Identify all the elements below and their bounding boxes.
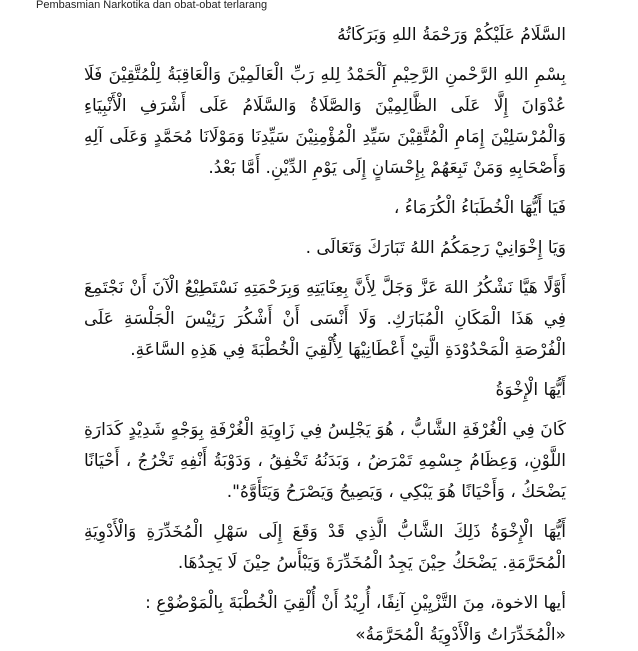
document-header: Pembasmian Narkotika dan obat-obat terlarang xyxy=(36,0,268,11)
opening-paragraph: بِسْمِ اللهِ الرَّحْمنِ الرَّحِيْمِ اَلْحَمْدُ لِلهِ رَبِّ الْعَالَمِيْنَ وَالْعَاقِبَةُ لِلْمُتَّقِيْنَ فَلَا عُدْوَانَ إِلَّا عَلَى الظَّالِمِيْنَ وَالصَّلَاةُ وَالسَّلَامُ عَلَى أَشْرَفِ الْأَنْبِيَاءِ وَالْمُرْسَلِيْنَ إِمَامِ الْمُتَّقِيْنَ سَيِّدِ الْمُؤْمِنِيْنَ سَيِّدِنَا وَمَوْلَانَا مُحَمَّدٍ وَعَلَى آلِهِ وَأَصْحَابِهِ وَمَنْ تَبِعَهُمْ بِإِحْسَانٍ إِلَى يَوْمِ الدِّيْنِ. أَمَّا بَعْدُ. xyxy=(84,65,566,178)
explanation-paragraph: أَيُّهَا الْإِخْوَةُ ذَلِكَ الشَّابُّ الَّذِي قَدْ وَقَعَ إِلَى سَهْلِ الْمُخَدِّرَةِ وَالْأَدْوِيَةِ الْمُحَرَّمَةِ. يَضْحَكُ حِيْنَ يَجِدُ الْمُخَدِّرَةَ وَيَبْأَسُ حِيْنَ لَا يَجِدُهَا. xyxy=(84,522,566,573)
salutation: السَّلَامُ عَلَيْكُمْ وَرَحْمَةُ اللهِ وَبَرَكَاتُهُ xyxy=(337,25,566,45)
title-line-cut: «الْمُخَدِّرَاتُ وَالْأَدْوِيَةُ الْمُحَرَّمَةُ» xyxy=(355,625,566,645)
intro-paragraph: أَوَّلًا هَيَّا نَشْكُرُ اللهَ عَزَّ وَجَلَّ لِأَنَّ بِعِنَايَتِهِ وَبِرَحْمَتِهِ نَسْتَطِيْعُ الْآنَ أَنْ نَجْتَمِعَ فِي هَذَا الْمَكَانِ الْمُبَارَكِ. وَلَا أَنْسَى أَنْ أَشْكُرَ رَئِيْسَ الْجَلْسَةِ عَلَى الْفُرْصَةِ الْمَحْدُوْدَةِ الَّتِيْ أَعْطَانِيْهَا لِأُلْقِيَ الْخُطْبَةَ فِي هَذِهِ السَّاعَةِ. xyxy=(84,278,566,360)
topic-line: أيها الاخوة، مِنَ التَّزْيِيْنِ آنِفًا، أُرِيْدُ أَنْ أُلْقِيَ الْخُطْبَةَ بِالْمَوْضُوْعِ : xyxy=(145,593,566,613)
brothers-heading: أَيُّهَا الْإِخْوَةُ xyxy=(495,380,566,400)
speech-body xyxy=(84,20,566,619)
story-paragraph: كَانَ فِي الْغُرْفَةِ الشَّابُّ ، هُوَ يَجْلِسُ فِي زَاوِيَةِ الْغُرْفَةِ بِوَجْهٍ شَدِيْدٍ كَدَارَةِ اللَّوْنِ، وَعِظَامُ جِسْمِهِ تَمْرَضُ ، وَبَدَنُهُ تَخْفِقُ ، وَدَوْبَةُ أَنْفِهِ تَخْرُجُ ، أَحْيَانًا يَضْحَكُ ، وَأَحْيَانًا هُوَ يَبْكِي ، وَيَصِيحُ وَيَصْرَحُ وَيَتَأَوَّهُ". xyxy=(84,420,566,502)
address-line-brothers: وَيَا إِخْوَانِيْ رَحِمَكُمُ اللهُ تَبَارَكَ وَتَعَالَى . xyxy=(305,238,566,258)
address-line-speakers: فَيَا أَيُّهَا الْخُطَبَاءُ الْكُرَمَاءُ ، xyxy=(393,198,566,218)
